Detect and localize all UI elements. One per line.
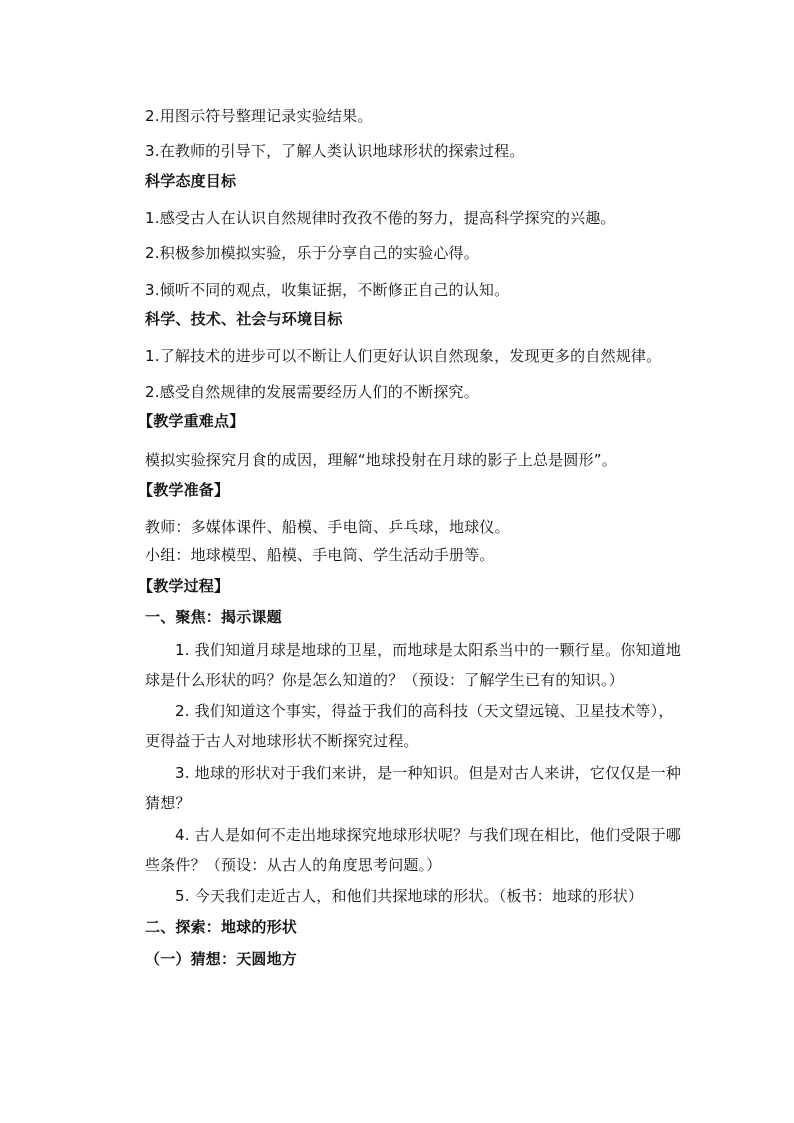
section-heading-attitude: 科学态度目标 [145,172,237,190]
objective-line-3: 3.在教师的引导下，了解人类认识地球形状的探索过程。 [145,142,525,160]
focus-item-4-cont: 些条件？（预设：从古人的角度思考问题。） [145,856,442,874]
focus-item-1-cont: 球是什么形状的吗？你是怎么知道的？（预设：了解学生已有的知识。） [145,671,624,689]
focus-item-2-cont: 更得益于古人对地球形状不断探究过程。 [145,732,419,750]
focus-item-2: 2. 我们知道这个事实，得益于我们的高科技（天文望远镜、卫星技术等）， [175,702,674,720]
attitude-line-1: 1.感受古人在认识自然规律时孜孜不倦的努力，提高科学探究的兴趣。 [145,209,616,227]
focus-item-5: 5. 今天我们走近古人，和他们共探地球的形状。（板书：地球的形状） [175,887,644,905]
stse-line-2: 2.感受自然规律的发展需要经历人们的不断探究。 [145,383,479,401]
focus-item-3-cont: 猜想？ [145,794,191,812]
section-heading-stse: 科学、技术、社会与环境目标 [145,310,343,328]
stse-line-1: 1.了解技术的进步可以不断让人们更好认识自然现象，发现更多的自然规律。 [145,347,662,365]
objective-line-2: 2.用图示符号整理记录实验结果。 [145,107,373,125]
heading-process: 【教学过程】 [138,577,230,595]
focus-item-4: 4. 古人是如何不走出地球探究地球形状呢？与我们现在相比，他们受限于哪 [175,826,682,844]
heading-key-points: 【教学重难点】 [138,412,245,430]
key-points-text: 模拟实验探究月食的成因，理解“地球投射在月球的影子上总是圆形”。 [145,451,617,469]
preparation-teacher: 教师：多媒体课件、船模、手电筒、乒乓球，地球仪。 [145,518,510,536]
attitude-line-3: 3.倾听不同的观点，收集证据，不断修正自己的认知。 [145,281,510,299]
focus-item-3: 3. 地球的形状对于我们来讲，是一种知识。但是对古人来讲，它仅仅是一种 [175,764,682,782]
focus-item-1: 1. 我们知道月球是地球的卫星，而地球是太阳系当中的一颗行星。你知道地 [175,641,682,659]
step-heading-focus: 一、聚焦：揭示课题 [145,608,282,626]
attitude-line-2: 2.积极参加模拟实验，乐于分享自己的实验心得。 [145,244,479,262]
preparation-group: 小组：地球模型、船模、手电筒、学生活动手册等。 [145,546,495,564]
sub-heading-guess: （一）猜想：天圆地方 [145,950,298,968]
heading-preparation: 【教学准备】 [138,481,230,499]
step-heading-explore: 二、探索：地球的形状 [145,918,298,936]
